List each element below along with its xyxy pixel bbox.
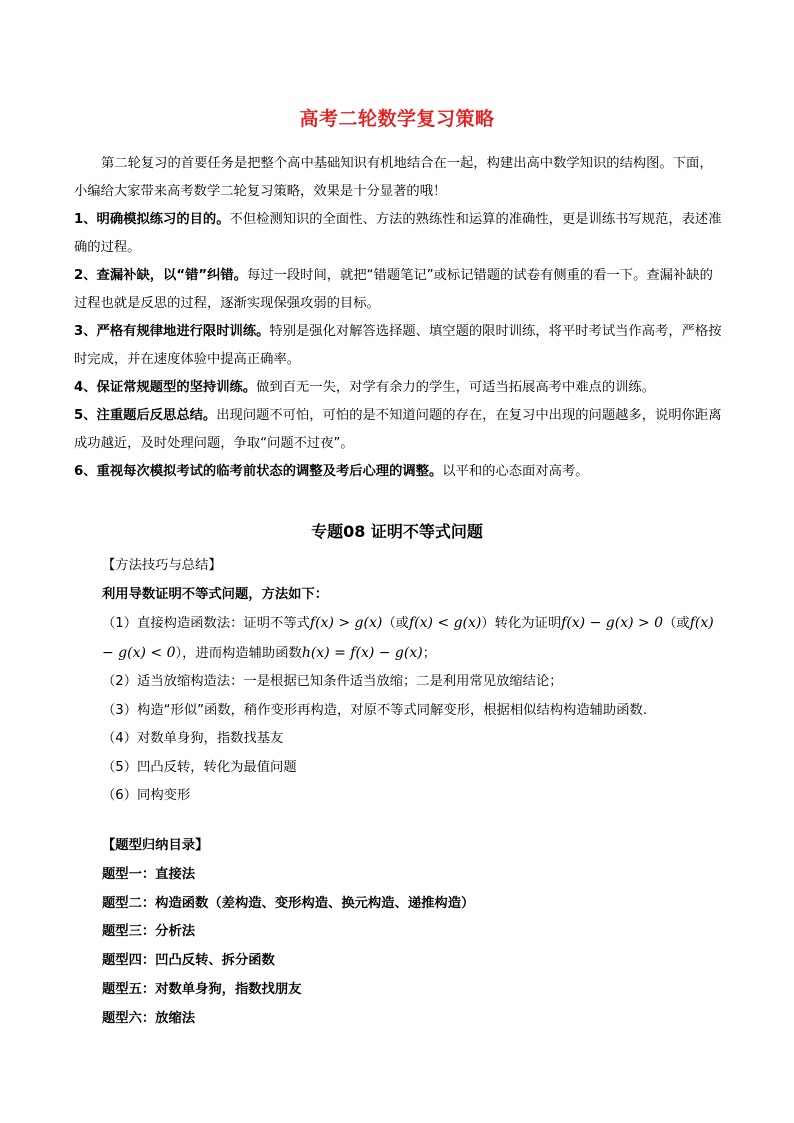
intro-paragraph: 第二轮复习的首要任务是把整个高中基础知识有机地结合在一起，构建出高中数学知识的结构图。下面，小编给大家带来高考数学二轮复习策略，效果是十分显著的哦！	[74, 156, 713, 199]
strategy-item-1	[74, 206, 724, 262]
method-text: （1）直接构造函数法：证明不等式	[102, 616, 310, 631]
strategy-lead: 6、重视每次模拟考试的临考前状态的调整及考后心理的调整。	[74, 464, 443, 479]
strategy-item-2	[74, 262, 724, 318]
section-title: 专题08 证明不等式问题	[311, 522, 483, 541]
strategy-text: 每过一段时间，就把“错题笔记”或标记错题的试卷有侧重的看一下。查漏补缺的过程也就是反思的过程，逐渐实现保强攻弱的目标。	[74, 268, 713, 311]
toc-item-5: 题型五：对数单身狗，指数找朋友	[102, 981, 302, 997]
toc-item-4: 题型四：凹凸反转、拆分函数	[102, 953, 275, 969]
toc-item-2: 题型二：构造函数（差构造、变形构造、换元构造、递推构造）	[102, 895, 475, 911]
methods-lead: 利用导数证明不等式问题，方法如下：	[102, 586, 329, 602]
strategy-item-3	[74, 318, 724, 374]
strategy-text: 做到百无一失，对学有余力的学生，可适当拓展高考中难点的训练。	[256, 380, 656, 395]
strategy-item-5	[74, 402, 724, 458]
strategy-item-6	[74, 458, 724, 486]
method-text: （或	[382, 616, 409, 631]
strategy-text: 不但检测知识的全面性、方法的熟练性和运算的准确性，更是训练书写规范，表述准确的过程。	[74, 212, 722, 255]
strategy-lead: 1、明确模拟练习的目的。	[74, 212, 230, 227]
toc-item-1: 题型一：直接法	[102, 866, 196, 882]
strategy-lead: 2、查漏补缺，以“错”纠错。	[74, 268, 247, 283]
strategy-item-4	[74, 374, 724, 402]
math-expression: h(x) = f(x) − g(x)	[301, 644, 423, 661]
methods-section	[74, 552, 724, 811]
toc-header: 【题型归纳目录】	[102, 838, 209, 853]
method-text: ），进而构造辅助函数	[175, 645, 302, 661]
question-type-toc	[74, 832, 724, 1034]
intro-section	[74, 150, 724, 486]
strategy-text: 出现问题不可怕，可怕的是不知道问题的存在，在复习中出现的问题越多，说明你距离成功越近，及时处理问题，争取“问题不过夜”。	[74, 408, 722, 451]
strategy-text: 以平和的心态面对高考。	[442, 464, 589, 479]
methods-header: 【方法技巧与总结】	[102, 558, 222, 573]
math-expression: f(x) > g(x)	[309, 615, 383, 631]
math-expression: f(x) − g(x) > 0	[561, 615, 664, 631]
math-expression: f(x) < g(x)	[408, 615, 482, 631]
strategy-lead: 5、注重题后反思总结。	[74, 408, 217, 423]
method-item-4: （4）对数单身狗，指数找基友	[102, 731, 284, 746]
toc-item-3: 题型三：分析法	[102, 924, 196, 940]
method-item-6: （6）同构变形	[102, 788, 191, 803]
strategy-lead: 4、保证常规题型的坚持训练。	[74, 380, 257, 395]
method-text: ）转化为证明	[481, 616, 562, 631]
method-text: ；	[422, 645, 437, 661]
method-item-3: （3）构造“形似”函数，稍作变形再构造，对原不等式同解变形，根据相似结构构造辅助函数.	[102, 702, 648, 718]
toc-item-6: 题型六：放缩法	[102, 1010, 196, 1026]
method-item-1	[74, 609, 724, 668]
method-item-5: （5）凹凸反转，转化为最值问题	[102, 759, 297, 775]
strategy-lead: 3、严格有规律地进行限时训练。	[74, 324, 270, 339]
strategy-text: 特别是强化对解答选择题、填空题的限时训练，将平时考试当作高考，严格按时完成，并在速度体验中提高正确率。	[74, 324, 722, 367]
page-title: 高考二轮数学复习策略	[299, 108, 495, 130]
math-expression: f(x) − g(x) < 0	[102, 615, 714, 661]
method-item-2: （2）适当放缩构造法：一是根据已知条件适当放缩；二是利用常见放缩结论；	[102, 674, 563, 689]
method-text: （或	[663, 616, 690, 631]
